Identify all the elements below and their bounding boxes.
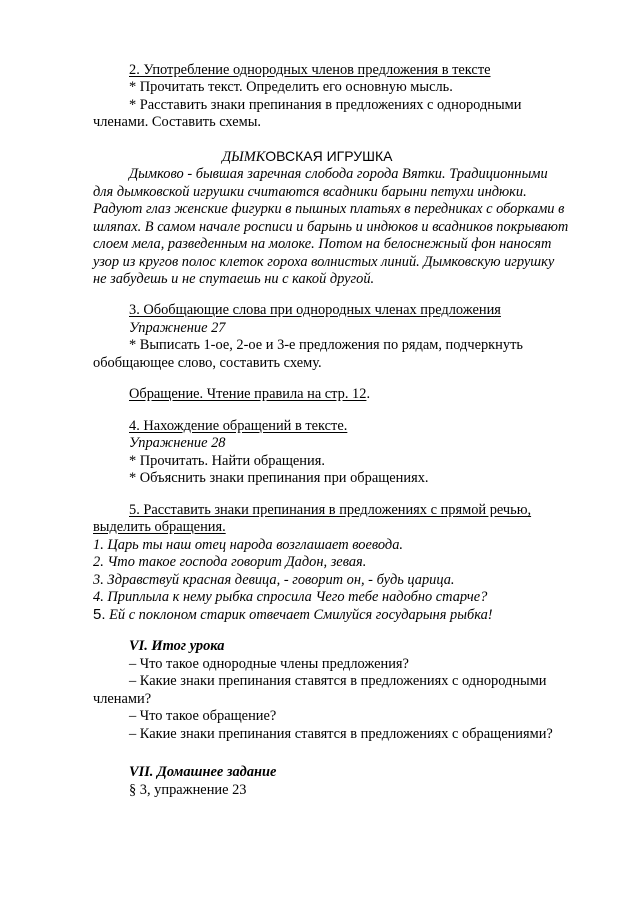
section4-task1: * Прочитать. Найти обращения. [129,453,325,469]
section5-heading-cont: выделить обращения. [93,519,226,535]
section2-task2-cont: членами. Составить схемы. [93,114,262,130]
text-title [222,148,393,166]
address-rule-link[interactable]: Обращение. Чтение правила на стр. 12 [129,386,367,402]
section3-task-cont: обобщающее слово, составить схему. [93,355,322,371]
section5-sentence-last [93,606,493,624]
section5-sentence: 2. Что такое господа говорит Дадон, зевая. [93,554,367,570]
section5-last-number: 5. [93,606,106,623]
section5-sentence: 3. Здравствуй красная девица, - говорит он, - будь царица. [93,572,455,588]
section5-heading: 5. Расставить знаки препинания в предложениях с прямой речью, [129,502,532,518]
section2-heading: 2. Употребление однородных членов предложения в тексте [129,62,491,78]
section4-heading: 4. Нахождение обращений в тексте. [129,418,348,434]
section3-exercise: Упражнение 27 [129,320,226,336]
section2-task2: * Расставить знаки препинания в предложениях с однородными [129,97,522,113]
section4-task2: * Объяснить знаки препинания при обращениях. [129,470,429,486]
text-body-line: не забудешь и не спутаешь ни с какой другой. [93,271,375,287]
summary-question: – Какие знаки препинания ставятся в предложениях с обращениями? [129,726,553,742]
summary-question-cont: членами? [93,691,152,707]
summary-question: – Что такое обращение? [129,708,277,724]
section5-sentence: 4. Приплыла к нему рыбка спросила Чего тебе надобно старче? [93,589,488,605]
summary-question: – Какие знаки препинания ставятся в предложениях с однородными [129,673,547,689]
address-rule-tail: . [366,386,371,402]
text-body-line: для дымковской игрушки считаются всадники барыни петухи индюки. [93,184,527,200]
homework-assignment: § 3, упражнение 23 [129,782,247,798]
section2-task1: * Прочитать текст. Определить его основную мысль. [129,79,453,95]
section4-exercise: Упражнение 28 [129,435,226,451]
section5-sentence: 1. Царь ты наш отец народа возглашает воевода. [93,537,403,553]
text-title-plain: ОВСКАЯ ИГРУШКА [265,148,393,164]
section3-heading: 3. Обобщающие слова при однородных членах предложения [129,302,501,318]
section7-heading: VII. Домашнее задание [129,764,277,780]
text-body-line: Дымково - бывшая заречная слобода города Вятки. Традиционными [129,166,548,182]
section5-last-text: Ей с поклоном старик отвечает Смилуйся государыня рыбка! [105,607,493,623]
text-body-line: шляпах. В самом начале росписи и барынь и индюков и всадников покрывают [93,219,569,235]
text-body-line: узор из кругов полос клеток гороха волнистых линий. Дымковскую игрушку [93,254,555,270]
section3-task: * Выписать 1-ое, 2-ое и 3-е предложения по рядам, подчеркнуть [129,337,523,353]
text-body-line: слоем мела, разведенным на молоке. Потом на белоснежный фон наносят [93,236,552,252]
text-title-italic: ДЫМК [222,149,266,165]
address-rule [129,386,370,403]
summary-question: – Что такое однородные члены предложения? [129,656,409,672]
section6-heading: VI. Итог урока [129,638,225,654]
text-body-line: Радуют глаз женские фигурки в пышных платьях в передниках с оборками в [93,201,565,217]
